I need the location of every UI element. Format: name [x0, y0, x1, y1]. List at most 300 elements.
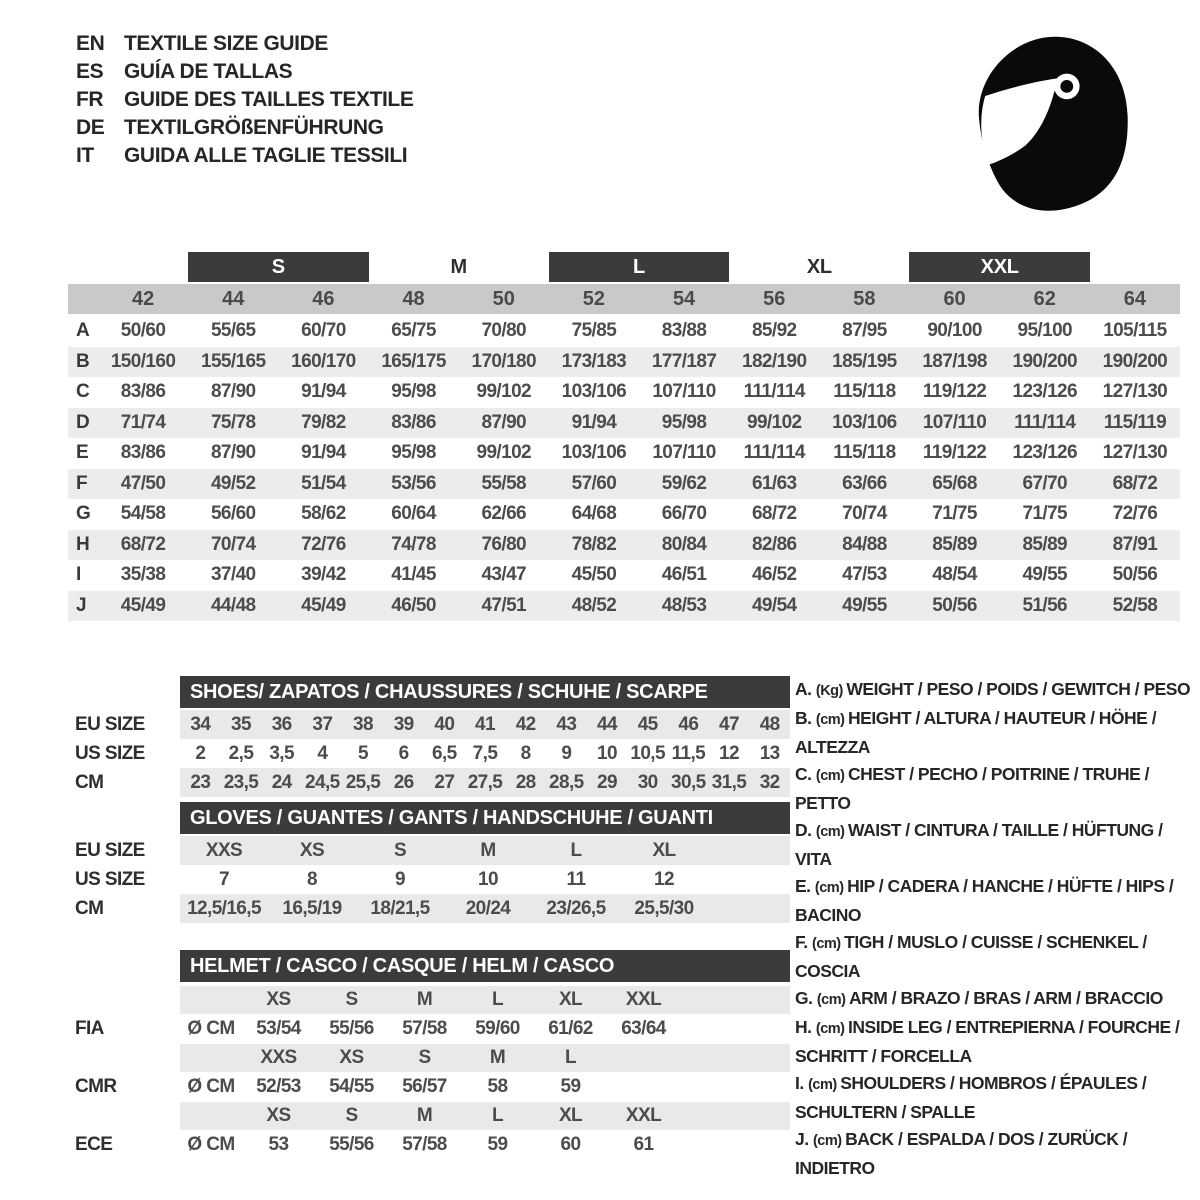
helmet-value-cell: 52/53 [256, 1076, 301, 1097]
gloves-row-eu-size [75, 836, 790, 865]
measurement-cell: 111/114 [743, 442, 805, 464]
measurement-cell: 45/49 [301, 594, 346, 616]
measurement-cell: 95/98 [391, 381, 436, 403]
shoes-row-label: US SIZE [75, 742, 145, 764]
measurement-cell: 95/100 [1017, 320, 1072, 342]
measurement-cell: 68/72 [1112, 472, 1158, 494]
measurement-cell: 62/66 [481, 503, 527, 525]
numeric-size-label: 48 [402, 287, 425, 310]
helmet-sizes-row-fia [75, 986, 790, 1014]
measurement-cell: 103/106 [832, 411, 897, 433]
helmet-sizes-cells [180, 1102, 790, 1130]
legend-text: INSIDE LEG / ENTREPIERNA / FOURCHE / SCHRITT / FORCELLA [795, 1017, 1180, 1066]
helmet-size-label: XL [558, 989, 583, 1010]
legend-key: C. [795, 764, 816, 784]
measurement-cell: 127/130 [1102, 442, 1168, 464]
helmet-table-title: HELMET / CASCO / CASQUE / HELM / CASCO [180, 950, 790, 982]
numeric-size-label: 64 [1123, 287, 1147, 310]
measurement-cell: 99/102 [476, 442, 531, 464]
shoes-cell: 23 [190, 771, 211, 793]
measurement-cell: 87/95 [842, 320, 887, 342]
measurement-row-label: E [76, 442, 89, 464]
legend-unit: (cm) [816, 992, 849, 1008]
shoes-cell: 27 [434, 771, 455, 793]
gloves-cells [180, 894, 790, 923]
measurement-cell: 67/70 [1022, 472, 1068, 494]
legend-item-F [795, 929, 1195, 985]
helmet-unit-label: Ø CM [187, 1018, 235, 1039]
legend-item-C [795, 761, 1195, 817]
helmet-sizes-spacer [75, 1044, 180, 1072]
gloves-cell: 12 [654, 868, 674, 890]
measurement-cell: 182/190 [742, 350, 807, 372]
language-code: DE [76, 116, 105, 139]
legend-key: A. [795, 679, 816, 699]
gloves-cell: XS [299, 839, 325, 861]
helmet-values-row-fia [75, 1015, 790, 1043]
helmet-size-label: S [345, 1105, 358, 1126]
gloves-cell: M [480, 839, 496, 861]
legend-unit: (cm) [815, 1021, 849, 1037]
size-group-XL: XL [806, 255, 832, 278]
numeric-size-label: 58 [853, 287, 876, 310]
measurement-row-C [68, 377, 1180, 408]
language-title-text: GUIDA ALLE TAGLIE TESSILI [124, 144, 408, 167]
language-code: FR [76, 88, 104, 111]
helmet-sizes-row-cmr [75, 1044, 790, 1072]
measurement-cell: 75/78 [210, 411, 256, 433]
measurement-cell: 160/170 [291, 350, 356, 372]
gloves-row-label: EU SIZE [75, 839, 145, 861]
helmet-size-spacer [180, 1044, 242, 1072]
helmet-value-cell: 55/56 [329, 1134, 374, 1155]
helmet-value-cell: 54/55 [329, 1076, 374, 1097]
measurement-cell: 76/80 [481, 533, 527, 555]
shoes-row-cm [75, 768, 790, 797]
shoes-row-eu-size [75, 710, 790, 739]
helmet-sizes-cells [180, 986, 790, 1014]
legend-unit: (cm) [814, 880, 848, 896]
helmet-size-label: XS [266, 989, 291, 1010]
numeric-size-spacer [68, 284, 98, 314]
measurement-cell: 107/110 [922, 411, 987, 433]
legend-item-E [795, 873, 1195, 929]
shoes-cell: 28 [515, 771, 536, 793]
shoes-cells [180, 739, 790, 768]
textile-size-table [68, 252, 1180, 621]
measurement-cell: 87/90 [210, 442, 256, 464]
measurement-cell: 53/56 [391, 472, 436, 494]
shoes-cells [180, 710, 790, 739]
legend-item-G [795, 985, 1195, 1014]
measurement-cell: 43/47 [481, 564, 527, 586]
legend-text: ARM / BRAZO / BRAS / ARM / BRACCIO [849, 988, 1163, 1008]
measurement-cell: 60/64 [391, 503, 436, 525]
measurement-row-label: B [76, 350, 90, 372]
measurement-cell: 190/200 [1012, 350, 1077, 372]
measurement-cell: 51/54 [301, 472, 346, 494]
helmet-size-label: S [345, 989, 358, 1010]
measurement-cell: 46/51 [661, 564, 707, 586]
gloves-table-title: GLOVES / GUANTES / GANTS / HANDSCHUHE / GUANTI [180, 802, 790, 834]
measurement-legend [795, 676, 1195, 1182]
measurement-cell: 72/76 [301, 533, 346, 555]
measurement-row-E [68, 438, 1180, 469]
measurement-cell: 111/114 [1014, 411, 1076, 433]
gloves-row-label: US SIZE [75, 868, 145, 890]
measurement-cell: 71/75 [1022, 503, 1068, 525]
measurement-cell: 75/85 [571, 320, 617, 342]
measurement-cell: 50/56 [1112, 564, 1158, 586]
numeric-size-label: 60 [943, 287, 966, 310]
shoes-row-label: EU SIZE [75, 713, 145, 735]
gloves-cell: 23/26,5 [546, 897, 606, 919]
helmet-size-label: M [416, 1105, 433, 1126]
measurement-cell: 123/126 [1012, 381, 1077, 403]
measurement-cell: 123/126 [1012, 442, 1077, 464]
helmet-standard-label: FIA [75, 1018, 104, 1039]
shoes-cell: 30 [637, 771, 658, 793]
helmet-size-label: S [418, 1047, 431, 1068]
gloves-cell: 9 [395, 868, 405, 890]
shoes-cell: 41 [475, 713, 495, 735]
numeric-size-label: 46 [312, 287, 335, 310]
legend-key: J. [795, 1129, 813, 1149]
gloves-row-cm [75, 894, 790, 923]
measurement-cell: 66/70 [661, 503, 707, 525]
measurement-row-label: F [76, 472, 88, 494]
legend-key: B. [795, 708, 816, 728]
legend-item-J [795, 1126, 1195, 1182]
measurement-cell: 71/75 [932, 503, 977, 525]
helmet-size-label: L [564, 1047, 576, 1068]
measurement-cell: 49/54 [751, 594, 797, 616]
language-title-row [76, 86, 413, 114]
measurement-cell: 49/55 [1022, 564, 1068, 586]
measurement-cell: 107/110 [652, 442, 716, 464]
measurement-cell: 50/60 [120, 320, 166, 342]
measurement-cell: 177/187 [651, 350, 717, 372]
measurement-cell: 185/195 [832, 350, 897, 372]
size-group-M: M [450, 255, 467, 278]
shoes-cell: 13 [759, 742, 780, 764]
legend-item-D [795, 817, 1195, 873]
legend-unit: (cm) [808, 1077, 841, 1093]
measurement-cell: 85/92 [751, 320, 797, 342]
shoes-cell: 8 [520, 742, 531, 764]
shoes-cell: 26 [393, 771, 414, 793]
measurement-cell: 47/50 [120, 472, 166, 494]
shoes-table-title: SHOES/ ZAPATOS / CHAUSSURES / SCHUHE / SCARPE [180, 676, 790, 708]
shoes-cell: 24 [271, 771, 292, 793]
helmet-value-cell: 56/57 [402, 1076, 447, 1097]
measurement-cell: 61/63 [751, 472, 797, 494]
legend-text: TIGH / MUSLO / CUISSE / SCHENKEL / COSCIA [795, 932, 1147, 981]
gloves-cell: 10 [478, 868, 498, 890]
measurement-cell: 64/68 [571, 503, 617, 525]
measurement-cell: 79/82 [301, 411, 346, 433]
measurement-cell: 41/45 [391, 564, 436, 586]
shoes-cell: 27,5 [467, 771, 503, 793]
helmet-size-label: XS [339, 1047, 364, 1068]
measurement-cell: 187/198 [922, 350, 987, 372]
measurement-cell: 83/86 [391, 411, 436, 433]
title-block [76, 30, 413, 170]
legend-unit: (cm) [815, 824, 849, 840]
language-code: IT [76, 144, 94, 167]
shoes-cell: 36 [271, 713, 292, 735]
measurement-cell: 50/56 [932, 594, 977, 616]
shoes-cell: 12 [719, 742, 739, 764]
helmet-sizes-spacer [75, 986, 180, 1014]
measurement-cell: 95/98 [391, 442, 436, 464]
gloves-cell: 20/24 [465, 897, 511, 919]
gloves-cell: 18/21,5 [370, 897, 430, 919]
measurement-cell: 80/84 [661, 533, 707, 555]
legend-key: H. [795, 1017, 816, 1037]
gloves-cell: S [393, 839, 407, 861]
shoes-row-us-size [75, 739, 790, 768]
legend-unit: (cm) [815, 712, 849, 728]
measurement-cell: 46/50 [391, 594, 436, 616]
measurement-cell: 37/40 [210, 564, 256, 586]
helmet-size-label: XXL [625, 1105, 662, 1126]
helmet-value-cell: 60 [560, 1134, 581, 1155]
legend-unit: (Kg) [815, 683, 847, 699]
helmet-size-label: L [491, 989, 503, 1010]
shoes-cell: 2 [195, 742, 206, 764]
shoes-cell: 23,5 [223, 771, 259, 793]
helmet-size-label: XS [266, 1105, 291, 1126]
shoes-row-label: CM [75, 771, 104, 793]
legend-item-A [795, 676, 1195, 705]
measurement-cell: 74/78 [391, 533, 436, 555]
measurement-cell: 173/183 [561, 350, 627, 372]
measurement-cell: 68/72 [120, 533, 166, 555]
measurement-cell: 91/94 [301, 381, 346, 403]
size-group-S: S [188, 252, 368, 282]
helmet-values-cells [180, 1015, 790, 1043]
measurement-cell: 70/80 [481, 320, 527, 342]
language-title-row [76, 30, 413, 58]
measurement-cell: 105/115 [1103, 320, 1167, 342]
measurement-cell: 87/90 [481, 411, 527, 433]
language-title-text: TEXTILE SIZE GUIDE [124, 32, 328, 55]
helmet-values-row-cmr [75, 1073, 790, 1101]
gloves-row-label: CM [75, 897, 104, 919]
measurement-cell: 72/76 [1112, 503, 1158, 525]
measurement-cell: 58/62 [301, 503, 346, 525]
measurement-row-label: J [76, 594, 86, 616]
measurement-row-label: I [76, 564, 81, 586]
measurement-row-J [68, 591, 1180, 622]
measurement-rows [68, 316, 1180, 621]
measurement-cell: 91/94 [301, 442, 346, 464]
shoes-cell: 30,5 [671, 771, 706, 793]
measurement-cell: 48/53 [661, 594, 707, 616]
gloves-cell: 11 [566, 868, 586, 890]
measurement-row-I [68, 560, 1180, 591]
measurement-cell: 48/54 [932, 564, 977, 586]
measurement-cell: 51/56 [1022, 594, 1068, 616]
measurement-cell: 83/88 [661, 320, 707, 342]
helmet-unit-label: Ø CM [187, 1076, 235, 1097]
helmet-values-cells [180, 1131, 790, 1159]
legend-key: I. [795, 1073, 809, 1093]
legend-text: WEIGHT / PESO / POIDS / GEWITCH / PESO [846, 679, 1191, 699]
measurement-cell: 48/52 [571, 594, 617, 616]
legend-text: WAIST / CINTURA / TAILLE / HÜFTUNG / VITA [795, 820, 1163, 869]
legend-unit: (cm) [815, 768, 849, 784]
helmet-value-cell: 59 [560, 1076, 581, 1097]
measurement-cell: 78/82 [571, 533, 617, 555]
shoes-cell: 24,5 [305, 771, 340, 793]
measurement-cell: 115/118 [833, 442, 896, 464]
helmet-value-cell [607, 1073, 680, 1101]
measurement-row-label: H [76, 533, 90, 555]
language-code: ES [76, 60, 104, 83]
measurement-cell: 49/52 [210, 472, 256, 494]
shoes-cell: 31,5 [711, 771, 747, 793]
legend-text: HEIGHT / ALTURA / HAUTEUR / HÖHE / ALTEZZA [795, 708, 1157, 757]
shoes-cell: 4 [317, 742, 328, 764]
shoes-cell: 44 [597, 713, 617, 735]
measurement-row-label: C [76, 381, 90, 403]
gloves-cell: XL [652, 839, 676, 861]
legend-key: E. [795, 876, 815, 896]
shoes-cell: 34 [190, 713, 211, 735]
shoes-cell: 37 [312, 713, 333, 735]
measurement-cell: 127/130 [1102, 381, 1168, 403]
shoes-cell: 39 [393, 713, 414, 735]
size-group-XXL: XXL [909, 252, 1089, 282]
legend-unit: (cm) [812, 1133, 846, 1149]
measurement-cell: 47/51 [481, 594, 527, 616]
gloves-cell: 7 [219, 868, 229, 890]
measurement-cell: 45/50 [571, 564, 617, 586]
measurement-cell: 52/58 [1112, 594, 1158, 616]
shoes-cell: 3,5 [269, 742, 294, 764]
helmet-value-cell: 63/64 [621, 1018, 666, 1039]
gloves-cell: 8 [307, 868, 317, 890]
helmet-values-cells [180, 1073, 790, 1101]
shoes-cell: 5 [358, 742, 368, 764]
gloves-cell: L [570, 839, 582, 861]
legend-item-B [795, 705, 1195, 761]
measurement-cell: 47/53 [842, 564, 887, 586]
measurement-row-label: G [76, 503, 91, 525]
racing-helmet-icon-svg [974, 32, 1134, 216]
measurement-cell: 150/160 [110, 350, 176, 372]
language-title-text: GUÍA DE TALLAS [124, 60, 293, 83]
shoes-cell: 40 [434, 713, 455, 735]
measurement-cell: 170/180 [471, 350, 536, 372]
measurement-cell: 59/62 [661, 472, 707, 494]
measurement-cell: 99/102 [746, 411, 802, 433]
helmet-value-cell: 61 [633, 1134, 654, 1155]
legend-key: F. [795, 932, 812, 952]
legend-item-I [795, 1070, 1195, 1126]
gloves-size-table [75, 802, 790, 923]
shoes-cell: 42 [515, 713, 536, 735]
language-title-text: GUIDE DES TAILLES TEXTILE [124, 88, 414, 111]
measurement-cell: 70/74 [842, 503, 887, 525]
measurement-cell: 190/200 [1102, 350, 1168, 372]
measurement-cell: 99/102 [476, 381, 531, 403]
helmet-value-cell: 59/60 [475, 1018, 520, 1039]
helmet-size-spacer [180, 1102, 242, 1130]
measurement-cell: 91/94 [571, 411, 617, 433]
helmet-sizes-cells [180, 1044, 790, 1072]
measurement-cell: 103/106 [561, 381, 627, 403]
shoes-cell: 9 [561, 742, 572, 764]
measurement-cell: 82/86 [751, 533, 797, 555]
measurement-cell: 115/119 [1103, 411, 1167, 433]
numeric-size-label: 54 [672, 287, 696, 310]
measurement-cell: 56/60 [210, 503, 256, 525]
numeric-size-label: 56 [763, 287, 786, 310]
legend-item-H [795, 1014, 1195, 1070]
measurement-cell: 85/89 [1022, 533, 1068, 555]
shoes-cell: 38 [353, 713, 373, 735]
measurement-cell: 65/68 [932, 472, 977, 494]
shoes-cell: 6 [398, 742, 409, 764]
measurement-cell: 49/55 [842, 594, 887, 616]
legend-text: SHOULDERS / HOMBROS / ÉPAULES / SCHULTERN / SPALLE [795, 1073, 1147, 1122]
language-title-row [76, 58, 413, 86]
helmet-value-cell: 55/56 [329, 1018, 374, 1039]
language-title-row [76, 142, 413, 170]
measurement-cell: 55/58 [481, 472, 527, 494]
language-title-row [76, 114, 413, 142]
shoes-cell: 6,5 [432, 742, 457, 764]
numeric-size-label: 44 [222, 287, 245, 310]
shoes-cell: 11,5 [671, 742, 706, 764]
helmet-size-label: XL [558, 1105, 583, 1126]
measurement-cell: 63/66 [842, 472, 887, 494]
measurement-cell: 95/98 [661, 411, 707, 433]
legend-text: CHEST / PECHO / POITRINE / TRUHE / PETTO [795, 764, 1149, 813]
helmet-sizes-row-ece [75, 1102, 790, 1130]
shoes-cell: 28,5 [549, 771, 584, 793]
measurement-cell: 85/89 [932, 533, 977, 555]
measurement-row-label: D [76, 411, 90, 433]
helmet-standard-label: ECE [75, 1134, 113, 1155]
measurement-cell: 83/86 [120, 442, 166, 464]
gloves-cells [180, 865, 790, 894]
measurement-row-label: A [76, 320, 90, 342]
measurement-cell: 71/74 [120, 411, 166, 433]
measurement-cell: 103/106 [561, 442, 627, 464]
size-letter-header-row [68, 252, 1180, 282]
numeric-size-label: 50 [492, 287, 515, 310]
numeric-size-label: 42 [131, 287, 155, 310]
legend-text: BACK / ESPALDA / DOS / ZURÜCK / INDIETRO [795, 1129, 1128, 1178]
gloves-row-us-size [75, 865, 790, 894]
shoes-cell: 25,5 [345, 771, 381, 793]
measurement-cell: 46/52 [751, 564, 797, 586]
measurement-cell: 155/165 [201, 350, 266, 372]
shoes-cells [180, 768, 790, 797]
measurement-row-D [68, 408, 1180, 439]
numeric-size-row [68, 284, 1180, 314]
shoes-cell: 47 [719, 713, 739, 735]
legend-unit: (cm) [811, 936, 845, 952]
shoes-cell: 35 [231, 713, 251, 735]
shoes-cell: 10 [597, 742, 617, 764]
shoes-cell: 2,5 [228, 742, 254, 764]
measurement-row-B [68, 347, 1180, 378]
